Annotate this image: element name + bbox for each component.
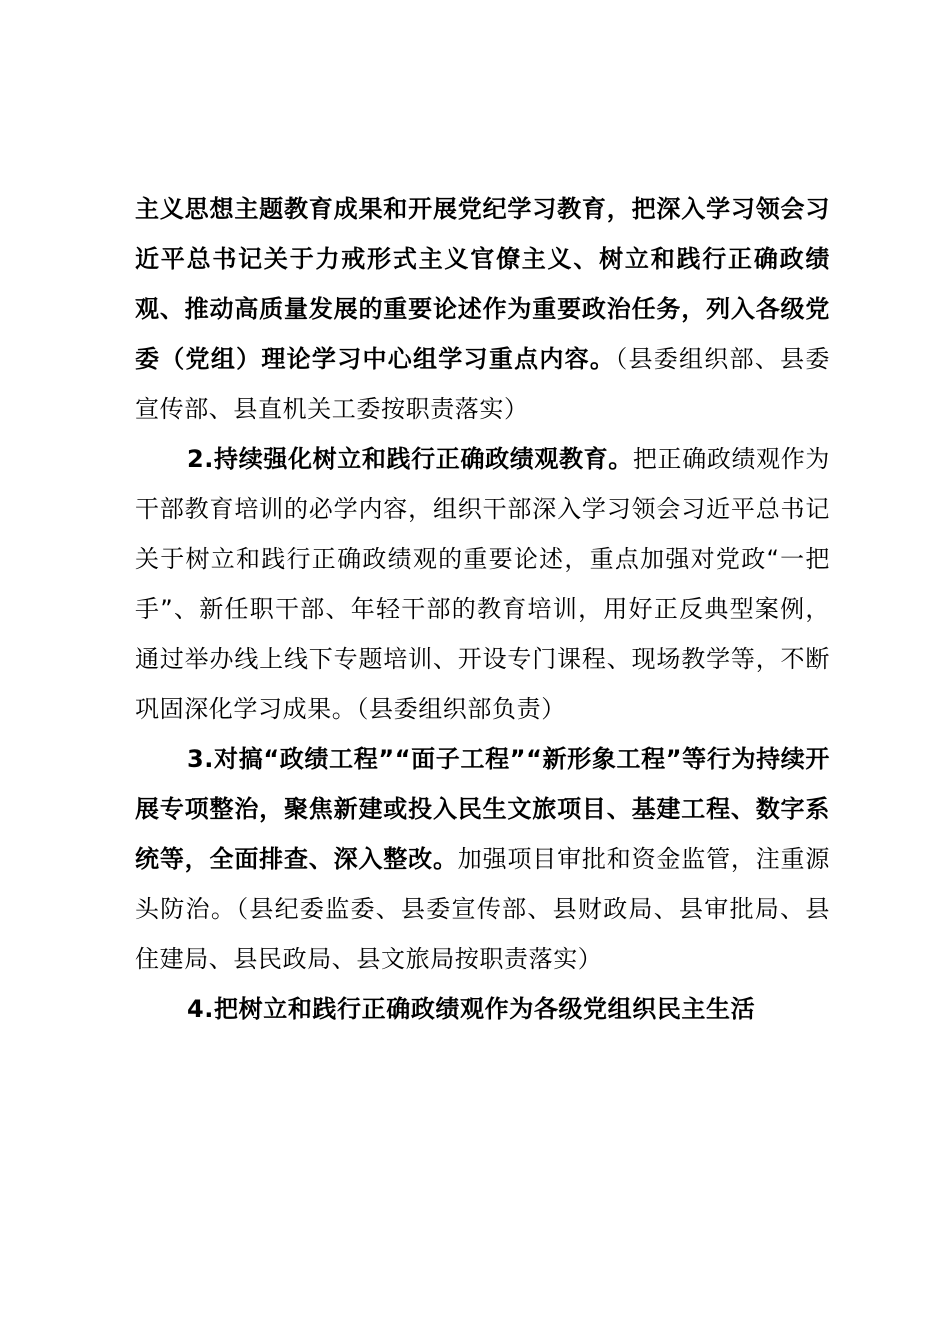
paragraph-3	[135, 734, 830, 984]
paragraph-1-normal-text: （县委组织部、县委宣传部、县直机关工委按职责落实）	[135, 345, 830, 423]
paragraph-4-bold-text: 4.把树立和践行正确政绩观作为各级党组织民主生活	[187, 995, 756, 1023]
paragraph-2	[135, 434, 830, 734]
paragraph-3-normal-text: 加强项目审批和资金监管，注重源头防治。（县纪委监委、县委宣传部、县财政局、县审批局、县住建局、县民政局、县文旅局按职责落实）	[135, 845, 830, 973]
paragraph-2-bold-text: 2.持续强化树立和践行正确政绩观教育。	[187, 445, 633, 473]
paragraph-3-bold-text: 3.对搞“政绩工程”“面子工程”“新形象工程”等行为持续开展专项整治，聚焦新建或投入民生文旅项目、基建工程、数字系统等，全面排查、深入整改。	[135, 745, 830, 873]
paragraph-2-normal-text: 把正确政绩观作为干部教育培训的必学内容，组织干部深入学习领会习近平总书记关于树立和践行正确政绩观的重要论述，重点加强对党政“一把手”、新任职干部、年轻干部的教育培训，用好正反典型案例，通过举办线上线下专题培训、开设专门课程、现场教学等，不断巩固深化学习成果。（县委组织部负责）	[135, 445, 830, 723]
paragraph-4	[135, 984, 830, 1034]
paragraph-1-bold-text: 主义思想主题教育成果和开展党纪学习教育，把深入学习领会习近平总书记关于力戒形式主义官僚主义、树立和践行正确政绩观、推动高质量发展的重要论述作为重要政治任务，列入各级党委（党组）理论学习中心组学习重点内容。	[135, 195, 830, 373]
document-body	[135, 184, 830, 1034]
paragraph-1	[135, 184, 830, 434]
